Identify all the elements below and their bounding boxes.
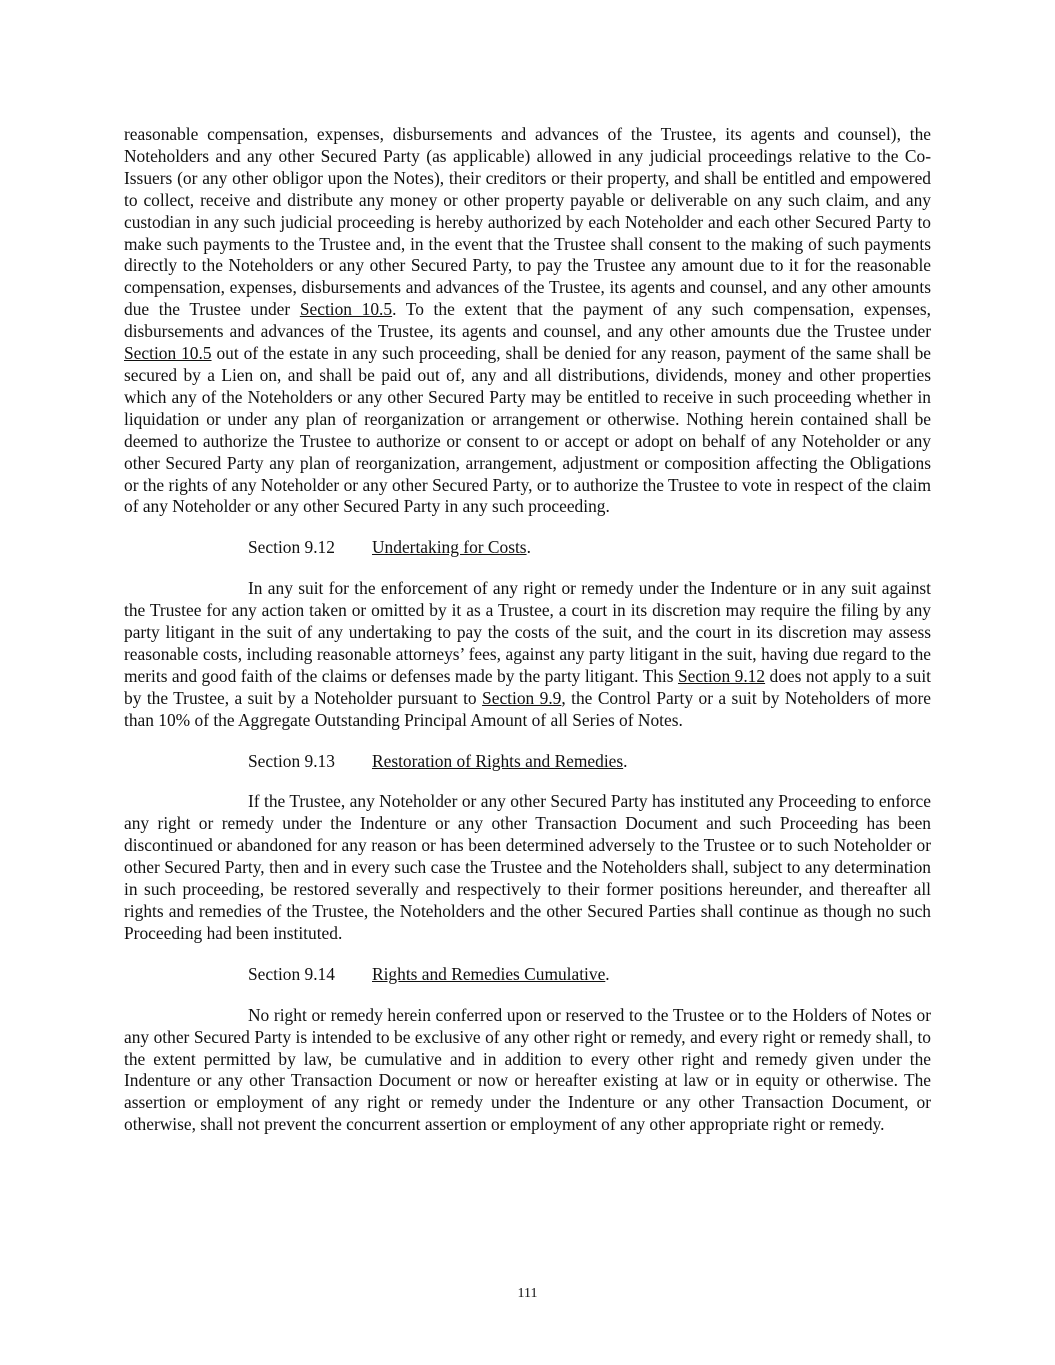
paragraph-undertaking-for-costs: [124, 578, 931, 731]
cross-reference-section-9-9: Section 9.9: [482, 687, 562, 708]
cross-reference-section-9-12: Section 9.12: [678, 665, 766, 686]
paragraph-text: reasonable compensation, expenses, disbursements and advances of the Trustee, its agents and counsel), the Noteholders and any other Secured Party (as applicable) allowed in any judicial proceedings relative to the Co-Issuers (or any other obligor upon the Notes), their creditors or their property, and shall be entitled and empowered to collect, receive and distribute any money or other property payable or deliverable on any such claim, and any custodian in any such judicial proceeding is hereby authorized by each Noteholder and each other Secured Party to make such payments to the Trustee and, in the event that the Trustee shall consent to the making of such payments directly to the Noteholders or any other Secured Party, to pay the Trustee any amount due to it for the reasonable compensation, expenses, disbursements and advances of the Trustee, its agents and counsel, and any other amounts due the Trustee under: [124, 124, 931, 320]
paragraph-text: , the Control Party or a suit by Noteholders of more than 10% of the Aggregate Outstanding Principal Amount of all Series of Notes.: [124, 687, 931, 730]
section-number: Section 9.14: [248, 963, 335, 984]
section-title: Rights and Remedies Cumulative: [372, 963, 606, 984]
paragraph-text: . To the extent that the payment of any such compensation, expenses, disbursements and advances of the Trustee, its agents and counsel, and any other amounts due the Trustee under: [124, 299, 931, 342]
section-title-period: .: [623, 750, 628, 771]
document-page: [124, 124, 931, 1136]
cross-reference-section-10-5: Section 10.5: [299, 299, 393, 320]
section-number: Section 9.12: [248, 537, 335, 558]
section-heading-9-14: [248, 964, 931, 986]
section-heading-9-12: [248, 537, 931, 559]
section-title-period: .: [526, 537, 531, 558]
paragraph-text: In any suit for the enforcement of any right or remedy under the Indenture or in any suit against the Trustee for any action taken or omitted by it as a Trustee, a court in its discretion may require the filing by any party litigant in the suit of any undertaking to pay the costs of the suit, and the court in its discretion may assess reasonable costs, including reasonable attorneys’ fees, against any party litigant in the suit, having due regard to the merits and good faith of the claims or defenses made by the party litigant. This: [124, 578, 931, 686]
paragraph-restoration-of-rights: If the Trustee, any Noteholder or any other Secured Party has instituted any Proceeding to enforce any right or remedy under the Indenture or any other Transaction Document and such Proceeding has been discontinued or abandoned for any reason or has been determined adversely to the Trustee or to such Noteholder or other Secured Party, then and in every such case the Trustee and the Noteholders shall, subject to any determination in such proceeding, be restored severally and respectively to their former positions hereunder, and thereafter all rights and remedies of the Trustee, the Noteholders and the other Secured Parties shall continue as though no such Proceeding had been instituted.: [124, 791, 931, 943]
section-title: Restoration of Rights and Remedies: [372, 750, 624, 771]
paragraph-rights-cumulative: No right or remedy herein conferred upon or reserved to the Trustee or to the Holders of Notes or any other Secured Party is intended to be exclusive of any other right or remedy, and every right or remedy shall, to the extent permitted by law, be cumulative and in addition to every other right and remedy given under the Indenture or any other Transaction Document or now or hereafter existing at law or in equity or otherwise. The assertion or employment of any right or remedy under the Indenture or any other Transaction Document, or otherwise, shall not prevent the concurrent assertion or employment of any other appropriate right or remedy.: [124, 1004, 931, 1135]
section-heading-9-13: [248, 751, 931, 773]
section-title-period: .: [605, 963, 610, 984]
section-title: Undertaking for Costs: [372, 537, 527, 558]
section-number: Section 9.13: [248, 750, 335, 771]
paragraph-text: does not apply to a suit by the Trustee, a suit by a Noteholder pursuant to: [124, 665, 931, 708]
paragraph-text: out of the estate in any such proceeding, shall be denied for any reason, payment of the same shall be secured by a Lien on, and shall be paid out of, any and all distributions, dividends, money and other properties which any of the Noteholders or any other Secured Party may be entitled to receive in such proceeding whether in liquidation or under any plan of reorganization or arrangement or otherwise. Nothing herein contained shall be deemed to authorize the Trustee to authorize or consent to or accept or adopt on behalf of any Noteholder or any other Secured Party any plan of reorganization, arrangement, adjustment or composition affecting the Obligations or the rights of any Noteholder or any other Secured Party, or to authorize the Trustee to vote in respect of the claim of any Noteholder or any other Secured Party in any such proceeding.: [124, 343, 931, 517]
page-number: 111: [517, 1286, 538, 1301]
paragraph-continued: [124, 124, 931, 518]
cross-reference-section-10-5: Section 10.5: [124, 343, 212, 364]
